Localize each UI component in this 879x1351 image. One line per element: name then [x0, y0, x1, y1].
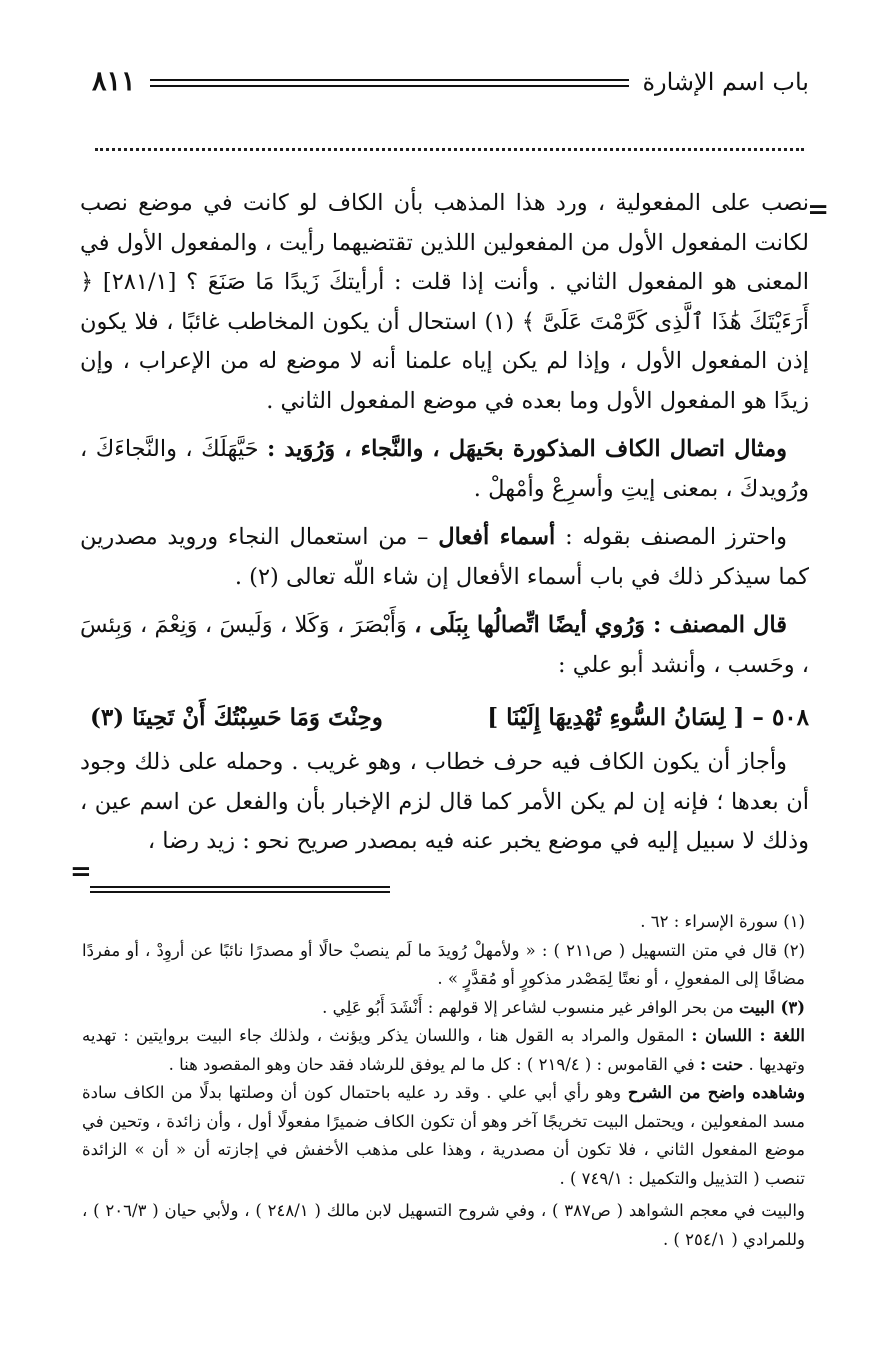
header-rule-second [150, 85, 629, 87]
paragraph-4-rest: وَأَبْصَرَ ، وَكَلا ، وَلَيسَ ، وَنِعْمَ ، وَبِئسَ ، وحَسب ، وأنشد أبو علي : [80, 612, 809, 678]
verse-second-hemistich: وحِنْتَ وَمَا حَسِبْتُكَ أَنْ تَحِينَا (٣) [90, 704, 383, 731]
footnote-3-hint-lead: حنت : [699, 1054, 744, 1074]
footnote-3-hint-text: في القاموس : ( ٢١٩/٤ ) : كل ما لم يوفق للرشاد فقد حان وهو المقصود هنا . [168, 1054, 695, 1074]
continuation-mark-top: = [807, 195, 829, 225]
continuation-mark-bottom: = [70, 857, 92, 887]
footnote-rule-second [90, 891, 390, 893]
footnote-3-language-lead: اللغة : اللسان : [691, 1026, 805, 1045]
main-text [80, 184, 809, 862]
paragraph-4 [80, 606, 809, 685]
paragraph-3-b: – من استعمال النجاء ورويد مصدرين كما سيذكر ذلك في باب أسماء الأفعال إن شاء اللّه تعالى (٢) . [80, 524, 809, 590]
footnote-3-text: من بحر الوافر غير منسوب لشاعر إلا قولهم : أَنْشَدَ أَبُو عَلِي . [322, 997, 734, 1017]
footnote-rule [90, 886, 390, 888]
paragraph-1: نصب على المفعولية ، ورد هذا المذهب بأن الكاف لو كانت في موضع نصب لكانت المفعول الأول من المفعولين اللذين تقتضيهما رأيت ، والمفعول الأول في المعنى هو المفعول الثاني . وأنت إذا قلت : أرأيتكَ زَيدًا مَا صَنَعَ ؟ [٢٨١/١] ﴿ أَرَءَيْتَكَ هَٰذَا ٱلَّذِى كَرَّمْتَ عَلَىَّ ﴾ (١) استحال أن يكون المخاطب غائبًا ، فلا يكون إذن المفعول الأول ، وإذا لم يكن إياه علمنا أنه لا موضع له من الإعراب ، وإن زيدًا هو المفعول الأول وما بعده في موضع المفعول الثاني . [80, 190, 810, 414]
paragraph-3-bold: أسماء أفعال [438, 524, 556, 550]
footnote-3-language [82, 1022, 805, 1079]
paragraph-4-bold: قال المصنف : وَرُوي أيضًا اتِّصالُها بِبَلَى ، [414, 612, 788, 638]
footnote-3-sources: والبيت في معجم الشواهد ( ص٣٨٧ ) ، وفي شروح التسهيل لابن مالك ( ٢٤٨/١ ) ، ولأبي حيان ( ٢٠٦/٣ ) ، وللمرادي ( ٢٥٤/١ ) . [82, 1201, 805, 1249]
dotted-separator [95, 148, 804, 151]
footnote-3-evidence-text: وهو رأي أبي علي . وقد رد عليه باحتمال كون أن وصلتها بدلًا من الكاف سادة مسد المفعولين ، ويحتمل البيت تخريجًا آخر وهو أن تكون الكاف ضميرًا مفعولًا أول ، وأن زائدة ، وتحين في موضع المفعول الثاني ، فلا تكون أن مصدرية ، وهذا على مذهب الأخفش في إجازته أن « أن » الزائدة تنصب ( التذييل والتكميل : ٧٤٩/١ ) . [82, 1083, 805, 1188]
footnote-3-evidence [82, 1079, 805, 1193]
verse-first-hemistich-text: [ لِسَانُ السُّوءِ تُهْدِيهَا إِلَيْنَا ] [487, 704, 745, 731]
verse-number: ٥٠٨ – [752, 704, 809, 731]
verse-first-hemistich [487, 695, 809, 741]
paragraph-2 [80, 430, 809, 509]
chapter-title: باب اسم الإشارة [642, 68, 809, 96]
footnote-3-language-text: المقول والمراد به القول هنا ، واللسان يذكر ويؤنث ، ولذلك جاء البيت بروايتين : تهديه وتهديها . [82, 1026, 805, 1074]
footnote-2: (٢) قال في متن التسهيل ( ص٢١١ ) : « ولأمهلْ رُويدَ ما لَم ينصبْ حالًا أو مصدرًا نائبًا عن أروِدْ ، أو مفردًا مضافًا إلى المفعولِ ، أو نعتًا لِمَصْدر مذكورٍ أو مُقدَّرٍ » . [82, 940, 805, 988]
footnote-3 [82, 994, 805, 1023]
paragraph-5: وأجاز أن يكون الكاف فيه حرف خطاب ، وهو غريب . وحمله على ذلك وجود أن بعدها ؛ فإنه إن لم يكن الأمر كما قال لزم الإخبار بأن والفعل عن اسم عين ، وذلك لا سبيل إليه في موضع يخبر عنه فيه بمصدر صريح نحو : زيد رضا ، [80, 749, 809, 854]
footnote-3-evidence-lead: وشاهده واضح من الشرح [627, 1083, 806, 1102]
footnotes [82, 908, 805, 1254]
page-number: ٨١١ [92, 66, 136, 97]
paragraph-3-a: واحترز المصنف بقوله : [565, 524, 787, 550]
paragraph-2-lead: ومثال اتصال الكاف المذكورة بحَيهَل ، والنَّجاء ، وَرُوَيد : [267, 436, 787, 462]
paragraph-2-rest: حَيَّهَلَكَ ، والنَّجاءَكَ ، ورُويدكَ ، بمعنى إيتِ وأسرِعْ وأمْهلْ . [80, 436, 809, 502]
footnote-1: (١) سورة الإسراء : ٦٢ . [640, 912, 805, 931]
paragraph-3 [80, 518, 809, 597]
page-header [92, 62, 809, 102]
verse-508 [80, 695, 809, 741]
footnote-3-lead: (٣) البيت [738, 997, 805, 1017]
header-rule [150, 79, 629, 81]
